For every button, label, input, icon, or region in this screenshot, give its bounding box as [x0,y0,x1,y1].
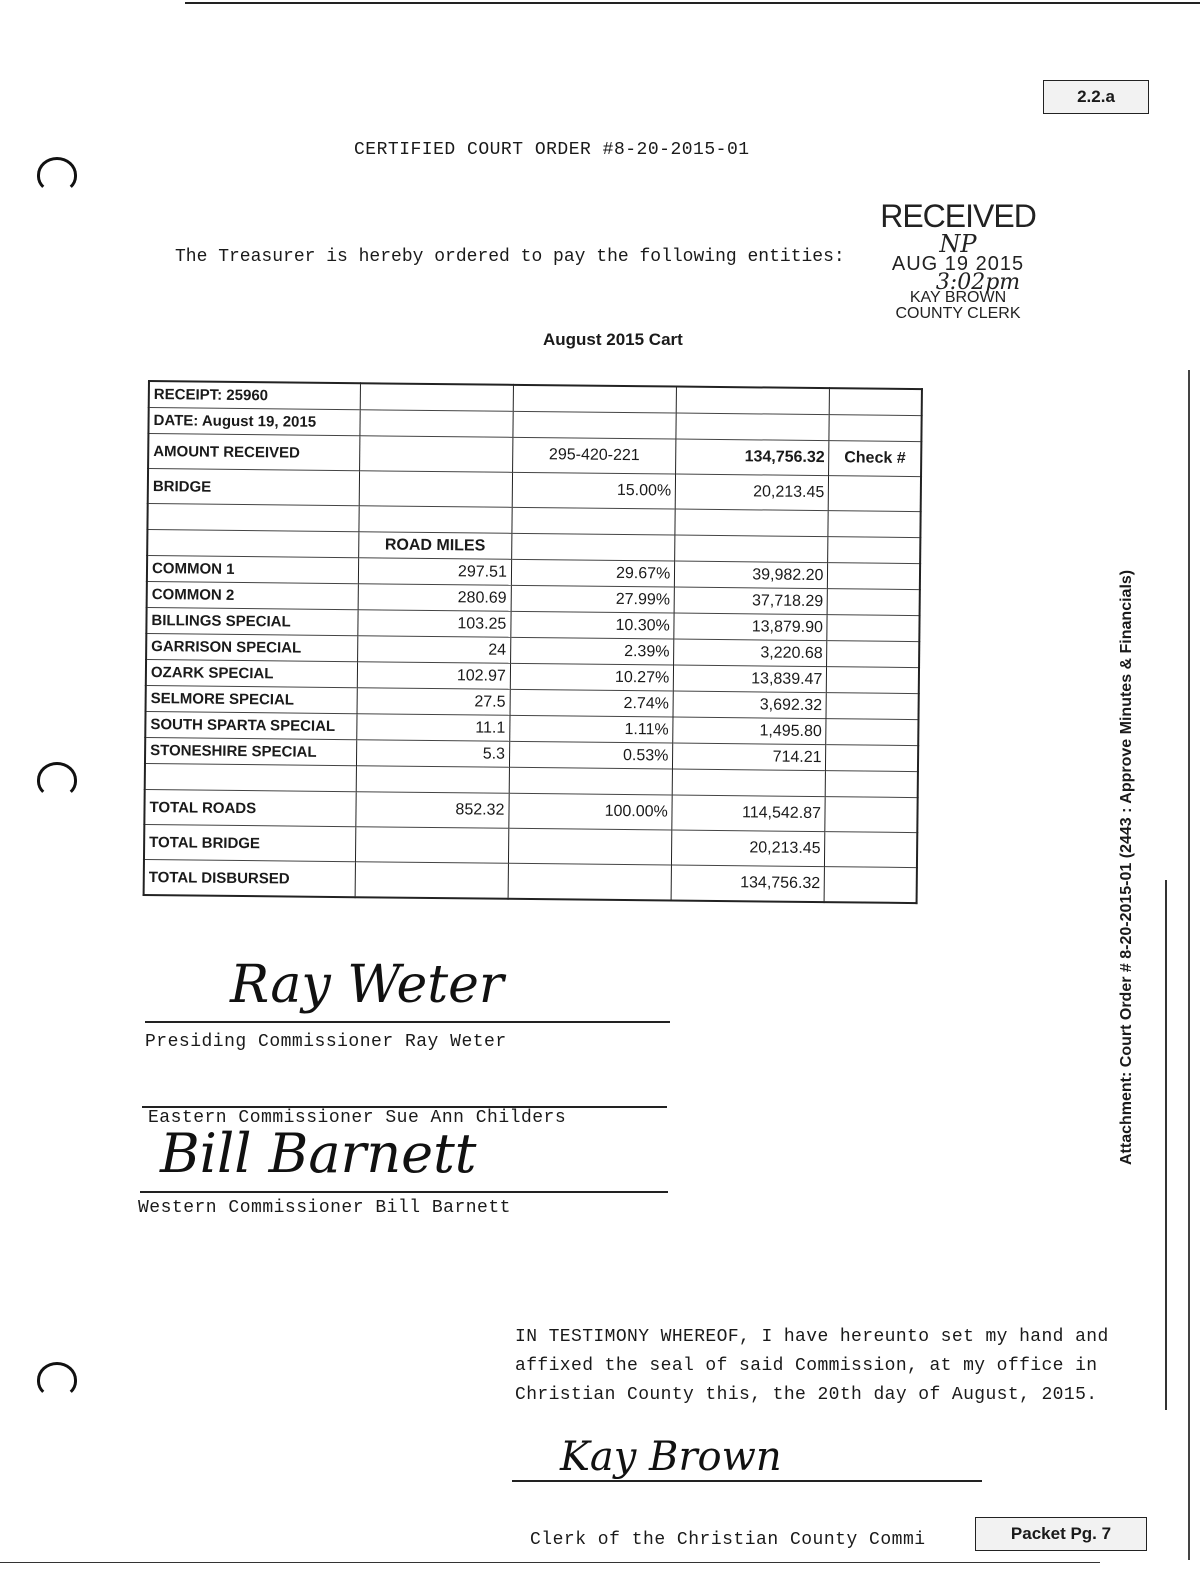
cart-table-container [142,380,938,978]
row-amount: 13,839.47 [674,665,827,693]
row-name: COMMON 2 [147,581,358,609]
margin-line [1165,880,1167,1410]
row-amount: 13,879.90 [674,613,827,641]
date-label: DATE: August 19, 2015 [148,408,359,436]
stamp-date: AUG 19 2015 [891,253,1025,275]
row-miles: 24 [357,636,510,664]
receipt-label: RECEIPT: 25960 [149,381,361,410]
row-amount: 3,692.32 [673,691,826,719]
row-miles: 103.25 [358,610,511,638]
attachment-vertical-note: Attachment: Court Order # 8-20-2015-01 (2443 : Approve Minutes & Financials) [1118,569,1135,1165]
row-name: STONESHIRE SPECIAL [145,737,356,765]
total-bridge-label: TOTAL BRIDGE [144,824,356,861]
packet-page-badge: Packet Pg. 7 [975,1517,1147,1551]
row-miles: 11.1 [356,714,509,742]
row-name: SOUTH SPARTA SPECIAL [145,711,356,739]
cart-table [143,380,923,904]
total-roads-miles: 852.32 [356,792,510,829]
account-number: 295-420-221 [512,437,676,474]
presiding-signature-line [145,1021,670,1023]
bridge-amount: 20,213.45 [676,474,830,511]
row-name: COMMON 1 [147,556,358,584]
stamp-time: 3:02pm [935,270,1021,295]
clerk-label: Clerk of the Christian County Commi [530,1530,926,1550]
clerk-signature-line [512,1480,982,1482]
presiding-signature: Ray Weter [230,955,504,1015]
eastern-label: Eastern Commissioner Sue Ann Childers [148,1108,567,1128]
bridge-label: BRIDGE [148,469,360,506]
binder-hole-icon [37,157,77,193]
row-amount: 39,982.20 [675,561,828,589]
total-disbursed-amount: 134,756.32 [671,865,825,902]
amount-received-value: 134,756.32 [676,439,830,476]
row-miles: 27.5 [357,688,510,716]
row-miles: 5.3 [356,740,509,768]
page-title: CERTIFIED COURT ORDER #8-20-2015-01 [354,140,750,160]
cart-title: August 2015 Cart [543,330,683,349]
packet-section-badge: 2.2.a [1043,80,1149,114]
row-miles: 280.69 [358,584,511,612]
total-disbursed-label: TOTAL DISBURSED [144,859,356,897]
row-pct: 1.11% [510,715,674,743]
row-pct: 27.99% [511,585,675,613]
check-label: Check # [829,441,921,477]
row-name: BILLINGS SPECIAL [146,607,357,635]
western-label: Western Commissioner Bill Barnett [138,1198,511,1218]
row-amount: 1,495.80 [673,717,826,745]
row-amount: 3,220.68 [674,639,827,667]
total-bridge-amount: 20,213.45 [672,830,826,867]
binder-hole-icon [37,762,77,798]
western-signature-line [140,1191,668,1193]
bridge-pct: 15.00% [512,472,676,509]
stamp-received: RECEIVED [880,198,1036,234]
amount-received-label: AMOUNT RECEIVED [148,434,360,471]
row-pct: 2.39% [510,637,674,665]
clerk-signature: Kay Brown [560,1434,782,1480]
row-amount: 37,718.29 [674,587,827,615]
received-stamp [868,198,1048,322]
testimony-text: IN TESTIMONY WHEREOF, I have hereunto set my hand and affixed the seal of said Commission, at my office in Christian County this, the 20th day of August, 2015. [515,1327,1109,1405]
row-name: GARRISON SPECIAL [146,633,357,661]
total-roads-label: TOTAL ROADS [144,789,356,826]
presiding-label: Presiding Commissioner Ray Weter [145,1032,507,1052]
row-amount: 714.21 [673,743,826,771]
total-roads-pct: 100.00% [509,793,673,830]
row-pct: 0.53% [509,741,673,769]
row-miles: 297.51 [358,558,511,586]
row-pct: 10.30% [511,611,675,639]
stamp-initials: NP [939,230,977,258]
road-miles-header: ROAD MILES [358,532,511,560]
row-pct: 2.74% [510,689,674,717]
row-pct: 10.27% [510,663,674,691]
total-roads-amount: 114,542.87 [672,795,826,832]
row-pct: 29.67% [511,559,675,587]
western-signature: Bill Barnett [160,1122,477,1185]
bottom-border-line [0,1562,1100,1563]
stamp-office: COUNTY CLERK [895,305,1021,322]
row-name: SELMORE SPECIAL [146,685,357,713]
row-name: OZARK SPECIAL [146,659,357,687]
binder-hole-icon [37,1362,77,1398]
row-miles: 102.97 [357,662,510,690]
page-edge-line [1188,370,1190,1560]
stamp-name: KAY BROWN [909,289,1007,306]
intro-text: The Treasurer is hereby ordered to pay the following entities: [175,247,845,267]
top-border-line [185,2,1200,4]
